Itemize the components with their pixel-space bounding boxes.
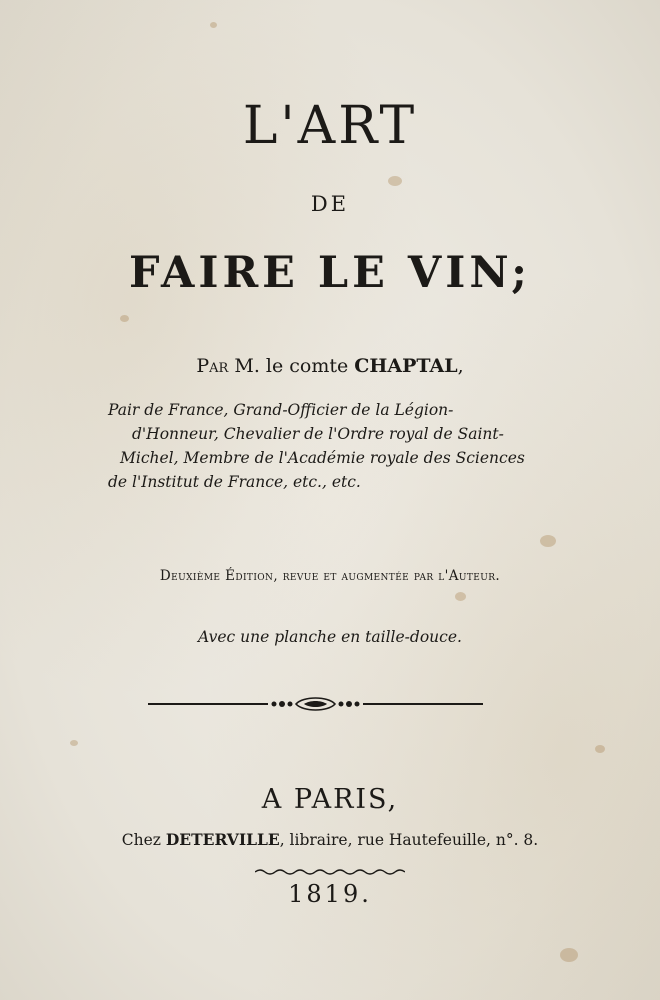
title-line-3: FAIRE LE VIN; — [128, 248, 532, 298]
plate-note: Avec une planche en taille-douce. — [198, 628, 462, 646]
foxing-spot — [120, 315, 129, 322]
foxing-spot — [388, 176, 402, 186]
edition-statement: Deuxième Édition, revue et augmentée par l'Auteur. — [159, 568, 501, 584]
imprint-year: 1819. — [288, 880, 372, 908]
description-line: de l'Institut de France, etc., etc. — [108, 473, 361, 491]
foxing-spot — [455, 592, 466, 601]
ornament-rule-icon — [148, 693, 483, 715]
publisher-address: , libraire, rue Hautefeuille, n°. 8. — [279, 831, 539, 849]
publisher-name: DETERVILLE — [165, 830, 280, 849]
title-line-2: DE — [310, 192, 350, 216]
author-name: CHAPTAL — [354, 355, 458, 377]
foxing-spot — [70, 740, 78, 746]
author-title: M. le comte — [228, 355, 355, 377]
imprint-place: A PARIS, — [261, 784, 399, 815]
publisher-prefix: Chez — [121, 831, 166, 849]
author-prefix: Par — [196, 355, 229, 377]
author-line — [0, 355, 660, 377]
foxing-spot — [210, 22, 217, 28]
imprint-publisher — [0, 830, 660, 849]
description-line: d'Honneur, Chevalier de l'Ordre royal de Saint- — [132, 425, 504, 443]
description-line: Michel, Membre de l'Académie royale des Sciences — [120, 449, 525, 467]
wavy-rule-icon — [255, 868, 405, 876]
foxing-spot — [560, 948, 578, 962]
description-line: Pair de France, Grand-Officier de la Légion- — [108, 401, 454, 419]
foxing-spot — [540, 535, 556, 547]
foxing-spot — [595, 745, 605, 753]
author-suffix: , — [457, 355, 464, 377]
title-line-1: L'ART — [242, 96, 418, 156]
author-description — [108, 398, 553, 494]
